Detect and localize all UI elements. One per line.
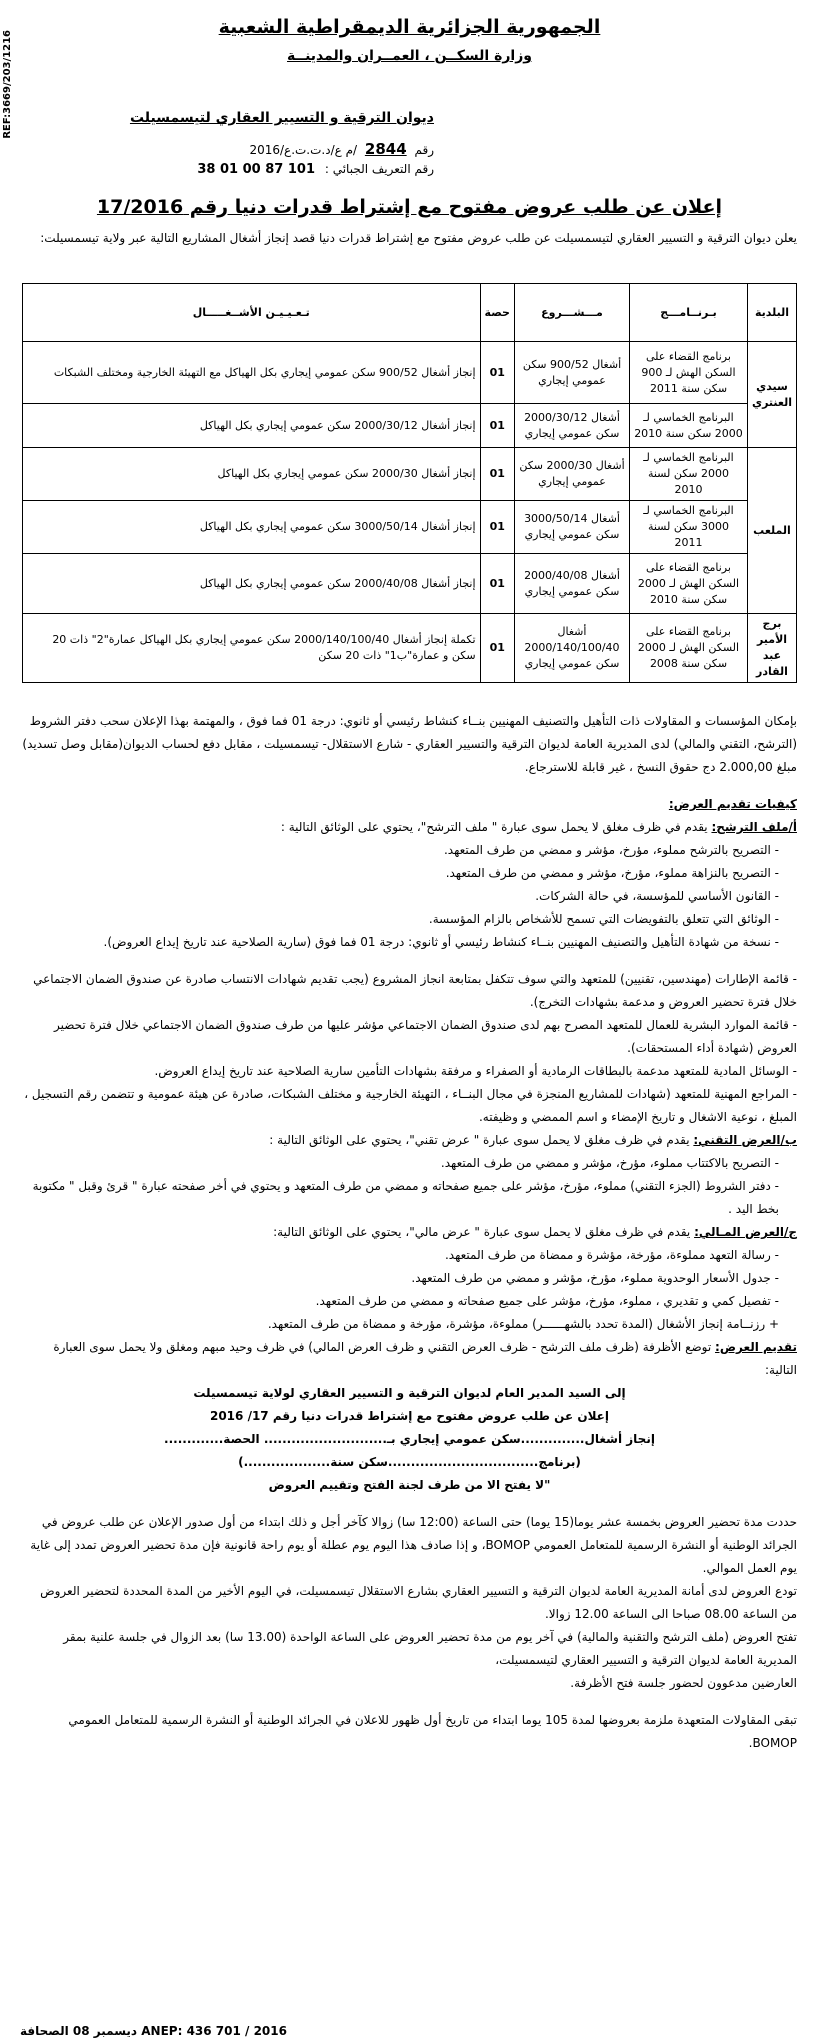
taxid-label: رقم التعريف الجبائي : xyxy=(324,162,434,176)
reference-code: REF:3669/203/1216 xyxy=(2,30,13,139)
municipality-cell: الملعب xyxy=(747,448,796,614)
header-program: بـرنــامـــج xyxy=(629,284,747,342)
taxid-value: 101 87 00 01 38 xyxy=(197,162,316,177)
envelope-line: إنجاز أشغال..............سكن عمومي إيجاري بـ........................... الحصة............. xyxy=(164,1432,655,1446)
list-item: - قائمة الموارد البشرية للعمال للمتعهد المصرح بهم لدى صندوق الضمان الاجتماعي مؤشر عليها من طرف صندوق الضمان الاجتماعي خلال فترة تحضير العروض (شهادة أداء المستحقات). xyxy=(54,1018,797,1055)
lot-cell: 01 xyxy=(480,342,514,404)
modalities-heading: كيفيات تقديم العرض: xyxy=(668,797,797,811)
validity-paragraph: تبقى المقاولات المتعهدة ملزمة بعروضها لمدة 105 يوما ابتداء من تاريخ أول ظهور للاعلان في الجرائد الوطنية أو النشرة الرسمية للمتعامل العمومي BOMOP. xyxy=(68,1713,797,1750)
list-item: - التصريح بالترشح مملوء، مؤرخ، مؤشر و ممضي من طرف المتعهد. xyxy=(443,843,779,857)
project-cell: أشغال 2000/40/08 سكن عمومي إيجاري xyxy=(514,554,629,614)
envelope-line: إلى السيد المدير العام لديوان الترقية و التسيير العقاري لولاية تيسمسيلت xyxy=(193,1386,626,1400)
project-cell: أشغال 3000/50/14 سكن عمومي إيجاري xyxy=(514,501,629,554)
candidacy-text: يقدم في ظرف مغلق لا يحمل سوى عبارة " ملف الترشح"، يحتوي على الوثائق التالية : xyxy=(280,820,708,834)
lot-cell: 01 xyxy=(480,554,514,614)
works-cell: إنجاز أشغال 2000/30 سكن عمومي إيجاري بكل الهياكل xyxy=(23,448,481,501)
republic-header: الجمهورية الجزائرية الديمقراطية الشعبية xyxy=(218,16,601,38)
program-cell: البرنامج الخماسي لـ 2000 سكن سنة 2010 xyxy=(629,404,747,448)
works-cell: إنجاز أشغال 900/52 سكن عمومي إيجاري بكل الهياكل مع التهيئة الخارجية ومختلف الشبكات xyxy=(23,342,481,404)
candidacy-intro xyxy=(22,816,797,839)
list-item: - التصريح بالاكتتاب مملوء، مؤرخ، مؤشر و ممضي من طرف المتعهد. xyxy=(440,1156,779,1170)
publication-footer: ANEP: 436 701 / 2016 ديسمبر 08 الصحافة xyxy=(20,2024,287,2038)
program-cell: البرنامج الخماسي لـ 2000 سكن لسنة 2010 xyxy=(629,448,747,501)
list-item: - التصريح بالنزاهة مملوء، مؤرخ، مؤشر و ممضي من طرف المتعهد. xyxy=(445,866,779,880)
list-item: - دفتر الشروط (الجزء التقني) مملوء، مؤرخ، مؤشر على جميع صفحاته و ممضي من طرف المتعهد و يحتوي في أخر صفحته عبارة " قرئ وقبل " مكتوبة بخط اليد . xyxy=(32,1179,779,1216)
table-header-row xyxy=(23,284,797,342)
works-cell: إنجاز أشغال 2000/30/12 سكن عمومي إيجاري بكل الهياكل xyxy=(23,404,481,448)
refno-value: 2844 xyxy=(364,140,407,158)
financial-text: يقدم في ظرف مغلق لا يحمل سوى عبارة " عرض مالي"، يحتوي على الوثائق التالية: xyxy=(273,1225,691,1239)
table-row xyxy=(23,448,797,501)
submission-intro xyxy=(22,1336,797,1382)
announcement-title: إعلان عن طلب عروض مفتوح مع إشتراط قدرات دنيا رقم 17/2016 xyxy=(96,196,723,218)
list-item: - الوسائل المادية للمتعهد مدعمة بالبطاقات الرمادية أو الصفراء و مرفقة بشهادات التأمين سارية الصلاحية عند تاريخ إيداع العروض. xyxy=(154,1064,797,1078)
intro-paragraph: يعلن ديوان الترقية و التسيير العقاري لتيسمسيلت عن طلب عروض مفتوح مع إشتراط قدرات دنيا قصد إنجاز أشغال المشاريع التالية عبر ولاية تيسمسيلت: xyxy=(40,231,797,245)
financial-heading: ج/العرض المـالي: xyxy=(694,1225,797,1239)
technical-heading: ب/العرض التقني: xyxy=(693,1133,797,1147)
project-cell: أشغال 2000/30/12 سكن عمومي إيجاري xyxy=(514,404,629,448)
envelope-line: "لا يفتح الا من طرف لجنة الفتح وتقييم العروض xyxy=(268,1478,551,1492)
lot-cell: 01 xyxy=(480,614,514,683)
office-name: ديوان الترقية و التسيير العقاري لتيسمسيلت xyxy=(129,110,434,126)
table-row xyxy=(23,342,797,404)
envelope-line: (برنامج.................................سكن سنة...................) xyxy=(238,1455,581,1469)
announcement-body xyxy=(22,710,797,1755)
project-cell: أشغال 2000/30 سكن عمومي إيجاري xyxy=(514,448,629,501)
table-row xyxy=(23,554,797,614)
list-item: - القانون الأساسي للمؤسسة، في حالة الشركات. xyxy=(535,889,779,903)
eligibility-paragraph: بإمكان المؤسسات و المقاولات ذات التأهيل والتصنيف المهنيين بنــاء كنشاط رئيسي أو ثانوي: درجة 01 فما فوق ، والمهتمة بهذا الإعلان سحب دفتر الشروط (الترشح، التقني والمالي) لدى المديرية العامة لديوان الترقية والتسيير العقاري - شارع الاستقلال- تيسمسيلت ، مقابل دفع لحساب الديوان(مقابل وصل تسديد) مبلغ 2.000,00 دج حقوق النسخ ، غير قابلة للاسترجاع. xyxy=(22,714,797,774)
works-cell: تكملة إنجاز أشغال 2000/140/100/40 سكن عمومي إيجاري بكل الهياكل عمارة"2" ذات 20 سكن و عمارة"ب1" ذات 20 سكن xyxy=(23,614,481,683)
header-project: مـــشـــروع xyxy=(514,284,629,342)
deadline-paragraph: حددت مدة تحضير العروض بخمسة عشر يوما(15 يوما) حتى الساعة (12:00 سا) زوالا كآخر أجل و ذلك ابتداء من أول صدور الإعلان عن طلب عروض في الجرائد الوطنية أو النشرة الرسمية للمتعامل العمومي BOMOP، و إذا صادف هذا اليوم يوم عطلة أو يوم راحة قانونية فإن مدة تحضير العروض تمدد إلى غاية يوم العمل الموالي. xyxy=(30,1515,797,1575)
header-lot: حصة xyxy=(480,284,514,342)
table-row xyxy=(23,501,797,554)
financial-intro xyxy=(22,1221,797,1244)
list-item: + رزنــامة إنجاز الأشغال (المدة تحدد بالشهــــــر) مملوءة، مؤشرة، مؤرخة و ممضاة من طرف المتعهد. xyxy=(267,1317,779,1331)
list-item: - قائمة الإطارات (مهندسين، تقنيين) للمتعهد والتي سوف تتكفل بمتابعة انجاز المشروع (يجب تقديم شهادات الانتساب صادرة عن صندوق الضمان الاجتماعي خلال فترة تحضير العروض و مدعمة بشهادات التخرج). xyxy=(33,972,797,1009)
submission-text: توضع الأظرفة (ظرف ملف الترشح - ظرف العرض التقني و ظرف العرض المالي) في ظرف وحيد مبهم ومغلق ولا يحمل سوى العبارة التالية: xyxy=(53,1340,797,1377)
municipality-cell: سيدي العنتري xyxy=(747,342,796,448)
submission-heading: تقديم العرض: xyxy=(715,1340,797,1354)
table-row xyxy=(23,404,797,448)
list-item: - تفصيل كمي و تقديري ، مملوء، مؤرخ، مؤشر على جميع صفحاته و ممضي من طرف المتعهد. xyxy=(315,1294,779,1308)
technical-text: يقدم في ظرف مغلق لا يحمل سوى عبارة " عرض تقني"، يحتوي على الوثائق التالية : xyxy=(269,1133,690,1147)
lot-cell: 01 xyxy=(480,404,514,448)
invitation-paragraph: العارضين مدعوون لحضور جلسة فتح الأظرفة. xyxy=(570,1676,797,1690)
list-item: - نسخة من شهادة التأهيل والتصنيف المهنيين بنــاء كنشاط رئيسي أو ثانوي: درجة 01 فما فوق (سارية الصلاحية عند تاريخ إيداع العروض). xyxy=(103,935,779,949)
project-cell: أشغال 900/52 سكن عمومي إيجاري xyxy=(514,342,629,404)
refno-label: رقم xyxy=(414,143,434,157)
reference-number xyxy=(249,140,434,158)
candidacy-heading: أ/ملف الترشح: xyxy=(711,820,797,834)
deposit-paragraph: تودع العروض لدى أمانة المديرية العامة لديوان الترقية و التسيير العقاري بشارع الاستقلال تيسمسيلت، في اليوم الأخير من المدة المحددة لتحضير العروض من الساعة 08.00 صباحا الى الساعة 12.00 زوالا. xyxy=(40,1584,797,1621)
technical-intro xyxy=(22,1129,797,1152)
lot-cell: 01 xyxy=(480,448,514,501)
program-cell: البرنامج الخماسي لـ 3000 سكن لسنة 2011 xyxy=(629,501,747,554)
project-cell: أشغال 2000/140/100/40 سكن عمومي إيجاري xyxy=(514,614,629,683)
table-row xyxy=(23,614,797,683)
list-item: - الوثائق التي تتعلق بالتفويضات التي تسمح للأشخاص بالزام المؤسسة. xyxy=(428,912,779,926)
works-cell: إنجاز أشغال 2000/40/08 سكن عمومي إيجاري بكل الهياكل xyxy=(23,554,481,614)
ministry-header: وزارة السكــن ، العمــران والمدينــة xyxy=(287,48,532,64)
projects-table xyxy=(22,283,797,683)
works-cell: إنجاز أشغال 3000/50/14 سكن عمومي إيجاري بكل الهياكل xyxy=(23,501,481,554)
tax-id xyxy=(197,162,434,177)
program-cell: برنامج القضاء على السكن الهش لـ 2000 سكن سنة 2010 xyxy=(629,554,747,614)
program-cell: برنامج القضاء على السكن الهش لـ 2000 سكن سنة 2008 xyxy=(629,614,747,683)
program-cell: برنامج القضاء على السكن الهش لـ 900 سكن سنة 2011 xyxy=(629,342,747,404)
list-item: - المراجع المهنية للمتعهد (شهادات للمشاريع المنجزة في مجال البنــاء ، التهيئة الخارجية و مختلف الشبكات، صادرة عن هيئة عمومية و تتضمن رقم التسجيل ، المبلغ ، نوعية الاشغال و تاريخ الإمضاء و اسم الممضي و وظيفته. xyxy=(24,1087,797,1124)
municipality-cell: برج الأمير عبد القادر xyxy=(747,614,796,683)
lot-cell: 01 xyxy=(480,501,514,554)
header-municipality: البلدية xyxy=(747,284,796,342)
refno-rest: /م ع/د.ت.ت.ع/2016 xyxy=(249,143,358,157)
list-item: - جدول الأسعار الوحدوية مملوء، مؤرخ، مؤشر و ممضي من طرف المتعهد. xyxy=(411,1271,779,1285)
header-works: تـعـيـيـن الأشــغـــــال xyxy=(23,284,481,342)
list-item: - رسالة التعهد مملوءة، مؤرخة، مؤشرة و ممضاة من طرف المتعهد. xyxy=(444,1248,779,1262)
envelope-line: إعلان عن طلب عروض مفتوح مع إشتراط قدرات دنيا رقم 17/ 2016 xyxy=(209,1409,609,1423)
opening-paragraph: تفتح العروض (ملف الترشح والتقنية والمالية) في آخر يوم من مدة تحضير العروض على الساعة الواحدة (13.00 سا) بعد الزوال في جلسة علنية بمقر المديرية العامة لديوان الترقية و التسيير العقاري لتيسمسيلت، xyxy=(63,1630,797,1667)
